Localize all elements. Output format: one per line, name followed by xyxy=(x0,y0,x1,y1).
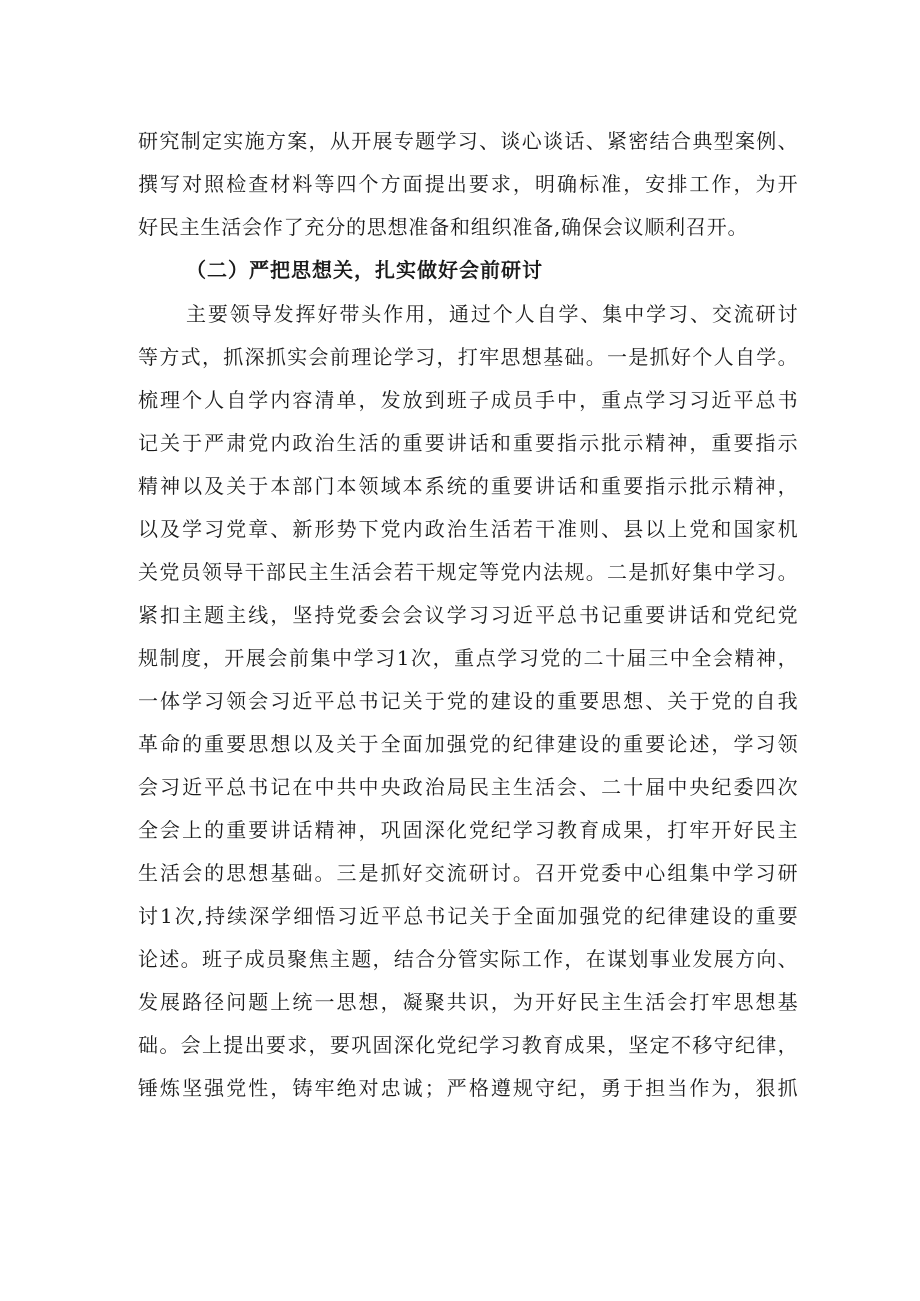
paragraph-line: 梳理个人自学内容清单，发放到班子成员手中，重点学习习近平总书 xyxy=(138,388,798,412)
paragraph-line: 撰写对照检查材料等四个方面提出要求，明确标准，安排工作，为开 xyxy=(138,172,798,196)
paragraph-line: 全会上的重要讲话精神，巩固深化党纪学习教育成果，打牢开好民主 xyxy=(138,818,798,842)
section-heading: （二）严把思想关，扎实做好会前研讨 xyxy=(186,258,543,282)
paragraph-line: 革命的重要思想以及关于全面加强党的纪律建设的重要论述，学习领 xyxy=(138,732,798,756)
paragraph-line: 一体学习领会习近平总书记关于党的建设的重要思想、关于党的自我 xyxy=(138,689,798,713)
paragraph-line: 生活会的思想基础。三是抓好交流研讨。召开党委中心组集中学习研 xyxy=(138,861,798,885)
paragraph-line: 好民主生活会作了充分的思想准备和组织准备,确保会议顺利召开。 xyxy=(138,215,749,239)
paragraph-line: 以及学习党章、新形势下党内政治生活若干准则、县以上党和国家机 xyxy=(138,517,798,541)
paragraph-line: 记关于严肃党内政治生活的重要讲话和重要指示批示精神，重要指示 xyxy=(138,431,798,455)
paragraph-line: 关党员领导干部民主生活会若干规定等党内法规。二是抓好集中学习。 xyxy=(138,560,798,584)
paragraph-line: 础。会上提出要求，要巩固深化党纪学习教育成果，坚定不移守纪律， xyxy=(138,1033,798,1057)
paragraph-line: 紧扣主题主线，坚持党委会会议学习习近平总书记重要讲话和党纪党 xyxy=(138,603,798,627)
paragraph-line: 精神以及关于本部门本领域本系统的重要讲话和重要指示批示精神， xyxy=(138,474,798,498)
paragraph-line: 主要领导发挥好带头作用，通过个人自学、集中学习、交流研讨 xyxy=(186,302,798,326)
paragraph-line: 发展路径问题上统一思想，凝聚共识，为开好民主生活会打牢思想基 xyxy=(138,990,798,1014)
paragraph-line: 讨1次,持续深学细悟习近平总书记关于全面加强党的纪律建设的重要 xyxy=(138,904,798,928)
paragraph-line: 论述。班子成员聚焦主题，结合分管实际工作，在谋划事业发展方向、 xyxy=(138,947,798,971)
paragraph-line: 研究制定实施方案，从开展专题学习、谈心谈话、紧密结合典型案例、 xyxy=(138,129,798,153)
paragraph-line: 会习近平总书记在中共中央政治局民主生活会、二十届中央纪委四次 xyxy=(138,775,798,799)
paragraph-line: 规制度，开展会前集中学习1次，重点学习党的二十届三中全会精神， xyxy=(138,646,798,670)
paragraph-line: 锤炼坚强党性，铸牢绝对忠诚；严格遵规守纪，勇于担当作为，狠抓 xyxy=(138,1076,798,1100)
paragraph-line: 等方式，抓深抓实会前理论学习，打牢思想基础。一是抓好个人自学。 xyxy=(138,345,798,369)
